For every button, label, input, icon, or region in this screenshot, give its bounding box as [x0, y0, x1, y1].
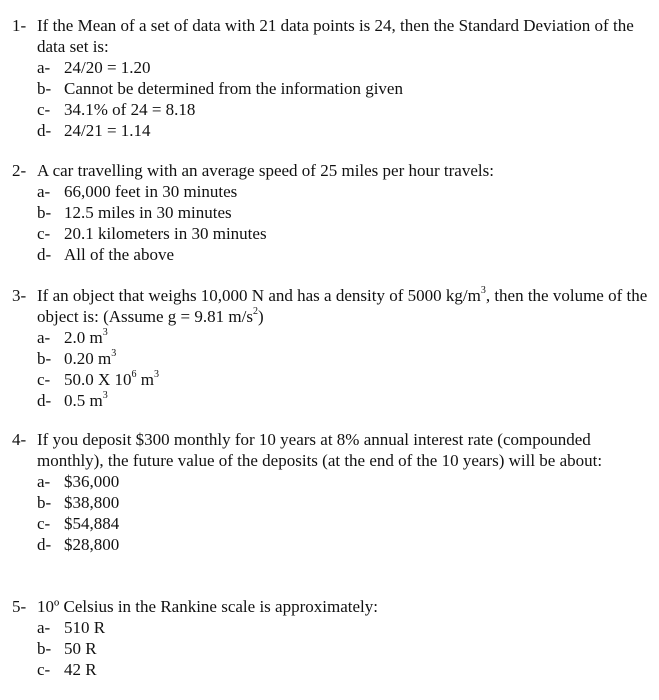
option-letter: a-	[37, 618, 51, 637]
option-letter: c-	[37, 100, 51, 119]
option-letter: a-	[37, 328, 51, 347]
option-a	[37, 181, 652, 202]
option-text: $28,800	[64, 535, 120, 554]
question-number: 3-	[12, 286, 27, 305]
option-text: $38,800	[64, 493, 120, 512]
option-letter: d-	[37, 121, 52, 140]
option-letter: c-	[37, 224, 51, 243]
option-letter: b-	[37, 349, 52, 368]
option-letter: d-	[37, 245, 52, 264]
question-text: A car travelling with an average speed of 25 miles per hour travels:	[37, 161, 494, 180]
option-letter: c-	[37, 660, 51, 679]
option-d	[37, 120, 652, 141]
question-number: 4-	[12, 430, 27, 449]
option-c	[37, 99, 652, 120]
option-text: 12.5 miles in 30 minutes	[64, 203, 232, 222]
option-list	[37, 617, 652, 680]
option-letter: d-	[37, 535, 52, 554]
option-d	[37, 244, 652, 265]
option-text: 0.20 $m^3$	[64, 348, 117, 368]
option-letter: b-	[37, 639, 52, 658]
question-number: 1-	[12, 16, 27, 35]
option-c	[37, 223, 652, 244]
option-text: 24/20 = 1.20	[64, 58, 151, 77]
question-number: 2-	[12, 161, 27, 180]
question-text: If the Mean of a set of data with 21 data points is 24, then the Standard Deviation of the data set is:	[37, 16, 634, 56]
option-text: $54,884	[64, 514, 120, 533]
option-letter: a-	[37, 472, 51, 491]
question-2	[12, 160, 652, 265]
option-b	[37, 202, 652, 223]
option-a	[37, 57, 652, 78]
option-list	[37, 57, 652, 141]
option-letter: a-	[37, 182, 51, 201]
question-1	[12, 15, 652, 141]
option-d	[37, 534, 652, 555]
option-text: 2.0 $m^3$	[64, 327, 108, 347]
option-a	[37, 617, 652, 638]
question-text: If an object that weighs 10,000 N and has a density of 5000 $kg/m^3$, then the volume of the object is: (Assume g = 9.81 $m/s^2$)	[37, 285, 648, 326]
option-letter: d-	[37, 391, 52, 410]
option-c	[37, 513, 652, 534]
option-b	[37, 638, 652, 659]
option-text: All of the above	[64, 245, 174, 264]
option-b	[37, 348, 652, 369]
option-text: 24/21 = 1.14	[64, 121, 151, 140]
option-text: Cannot be determined from the information given	[64, 79, 403, 98]
option-d	[37, 390, 652, 411]
option-letter: c-	[37, 370, 51, 389]
question-text: If you deposit $300 monthly for 10 years at 8% annual interest rate (compounded monthly), the future value of the deposits (at the end of the 10 years) will be about:	[37, 430, 603, 470]
option-b	[37, 78, 652, 99]
option-c	[37, 369, 652, 390]
option-text: 42 R	[64, 660, 97, 679]
question-3	[12, 285, 652, 411]
option-text: 20.1 kilometers in 30 minutes	[64, 224, 267, 243]
option-letter: b-	[37, 493, 52, 512]
question-5	[12, 596, 652, 680]
option-a	[37, 471, 652, 492]
option-text: 0.5 $m^3$	[64, 390, 108, 410]
option-text: $36,000	[64, 472, 120, 491]
option-text: 510 R	[64, 618, 106, 637]
option-letter: b-	[37, 203, 52, 222]
option-c	[37, 659, 652, 680]
option-list	[37, 471, 652, 555]
question-4	[12, 429, 652, 555]
option-letter: a-	[37, 58, 51, 77]
option-letter: b-	[37, 79, 52, 98]
option-list	[37, 327, 652, 411]
question-text: 10º Celsius in the Rankine scale is approximately:	[37, 597, 378, 616]
option-text: 50 R	[64, 639, 97, 658]
option-letter: c-	[37, 514, 51, 533]
option-b	[37, 492, 652, 513]
option-list	[37, 181, 652, 265]
option-text: 66,000 feet in 30 minutes	[64, 182, 238, 201]
option-text: 34.1% of 24 = 8.18	[64, 100, 196, 119]
question-number: 5-	[12, 597, 27, 616]
option-text: 50.0 X $10^6$ $m^3$	[64, 369, 160, 389]
option-a	[37, 327, 652, 348]
